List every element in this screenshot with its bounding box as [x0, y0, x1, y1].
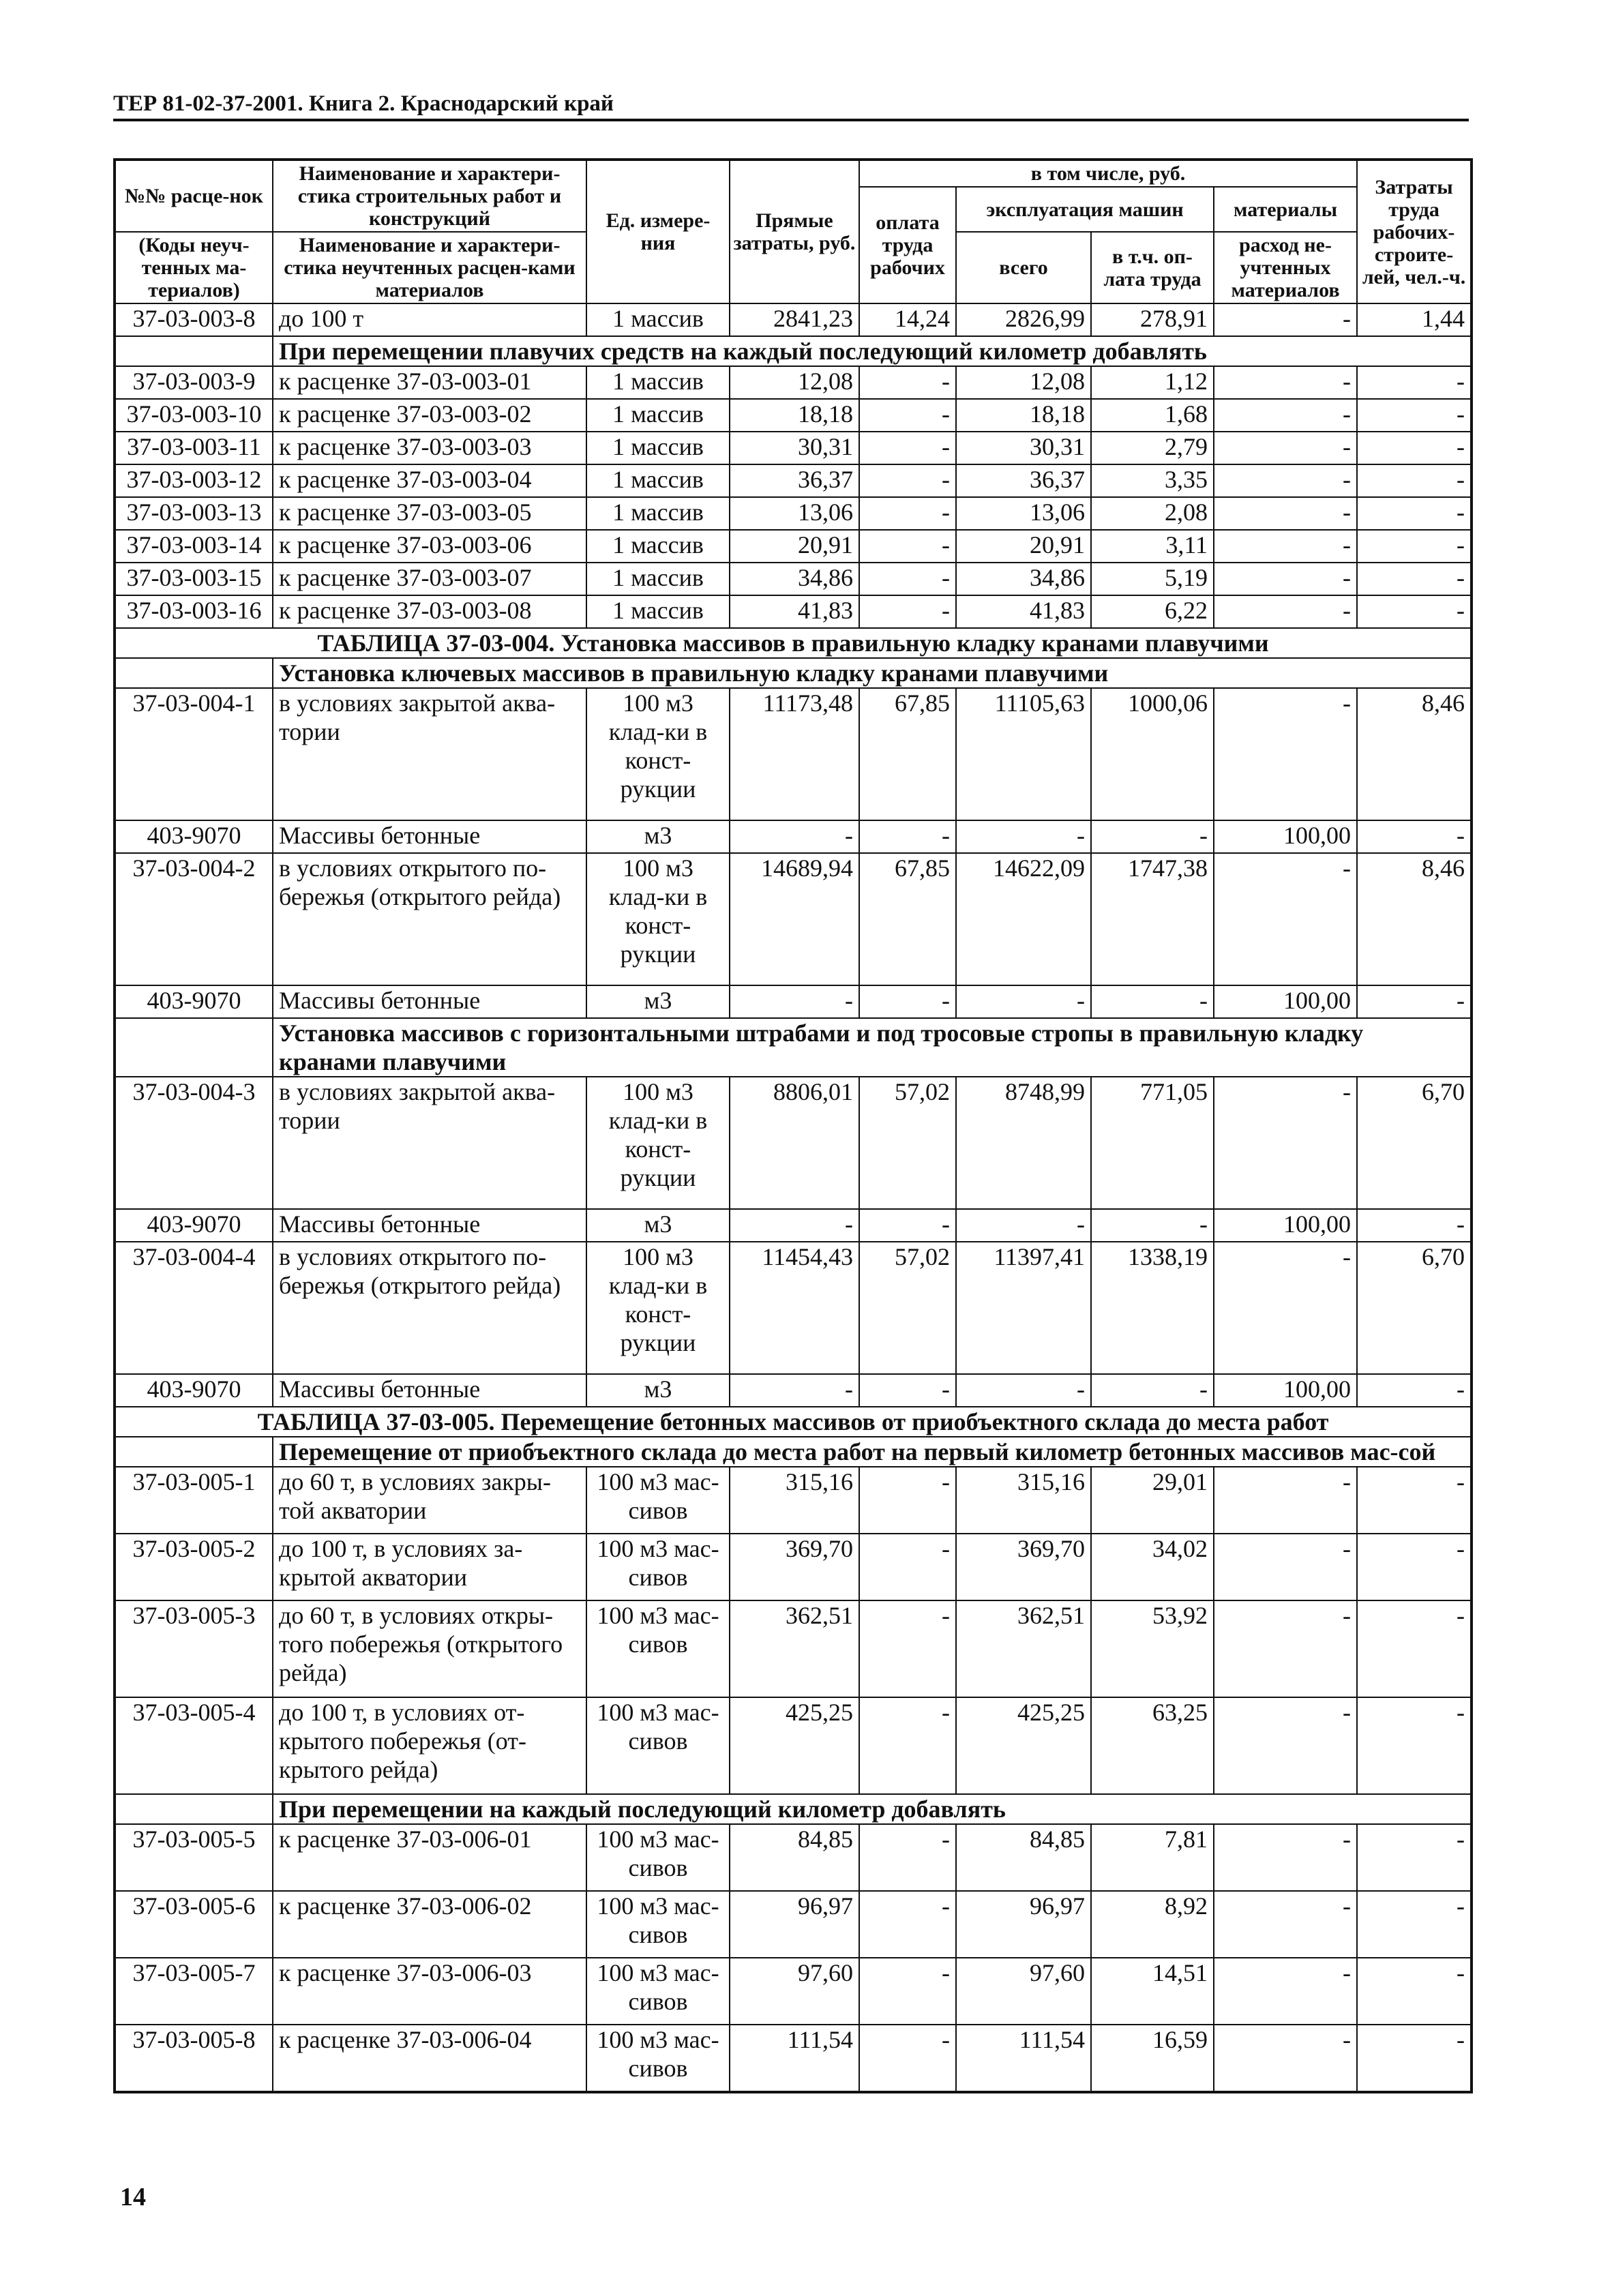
machines-total: 425,25 — [956, 1697, 1091, 1794]
direct-costs: 30,31 — [730, 432, 859, 464]
direct-costs: 362,51 — [730, 1600, 859, 1697]
machines-wages: 63,25 — [1091, 1697, 1214, 1794]
table-row — [115, 1077, 1472, 1209]
labor-costs: - — [1357, 432, 1472, 464]
labor-costs: - — [1357, 497, 1472, 530]
table-header — [115, 160, 1472, 303]
header-code-bottom: (Коды неуч-тенных ма-териалов) — [115, 232, 273, 303]
machines-total: 97,60 — [956, 1958, 1091, 2025]
work-name: к расценке 37-03-006-03 — [273, 1958, 586, 2025]
labor-costs: 6,70 — [1357, 1242, 1472, 1374]
machines-wages: 1,12 — [1091, 366, 1214, 399]
materials: 100,00 — [1214, 820, 1357, 853]
table-row — [115, 2025, 1472, 2092]
direct-costs: 425,25 — [730, 1697, 859, 1794]
direct-costs: - — [730, 1209, 859, 1242]
direct-costs: 41,83 — [730, 595, 859, 628]
wages: - — [859, 820, 956, 853]
machines-total: 11105,63 — [956, 688, 1091, 820]
table-title-row — [115, 1407, 1472, 1437]
unit: м3 — [586, 820, 730, 853]
machines-total: 84,85 — [956, 1824, 1091, 1891]
section-heading: При перемещении плавучих средств на каждый последующий километр добавлять — [273, 336, 1472, 366]
section-spacer — [115, 1018, 273, 1077]
table-row — [115, 853, 1472, 985]
materials: - — [1214, 1534, 1357, 1600]
section-spacer — [115, 336, 273, 366]
work-name: до 100 т, в условиях за-крытой акватории — [273, 1534, 586, 1600]
unit: 1 массив — [586, 399, 730, 432]
table-title-005: ТАБЛИЦА 37-03-005. Перемещение бетонных массивов от приобъектного склада до места работ — [115, 1407, 1472, 1437]
table-row — [115, 530, 1472, 563]
rates-table — [113, 158, 1473, 2093]
table-row — [115, 1600, 1472, 1697]
rate-code: 37-03-003-16 — [115, 595, 273, 628]
work-name: в условиях закрытой аква-тории — [273, 688, 586, 820]
work-name: к расценке 37-03-003-05 — [273, 497, 586, 530]
table-row — [115, 432, 1472, 464]
materials: - — [1214, 464, 1357, 497]
running-header: ТЕР 81-02-37-2001. Книга 2. Краснодарский край — [113, 91, 614, 116]
rate-code: 37-03-003-14 — [115, 530, 273, 563]
header-unit: Ед. измере-ния — [586, 160, 730, 303]
machines-wages: 14,51 — [1091, 1958, 1214, 2025]
header-materials: материалы — [1214, 187, 1357, 232]
work-name: к расценке 37-03-006-01 — [273, 1824, 586, 1891]
unit: 100 м3 мас-сивов — [586, 1467, 730, 1534]
machines-total: 12,08 — [956, 366, 1091, 399]
rate-code: 37-03-005-4 — [115, 1697, 273, 1794]
machines-wages: 6,22 — [1091, 595, 1214, 628]
material-code: 403-9070 — [115, 985, 273, 1018]
unit: м3 — [586, 985, 730, 1018]
direct-costs: - — [730, 985, 859, 1018]
work-name: к расценке 37-03-003-07 — [273, 563, 586, 595]
wages: - — [859, 1958, 956, 2025]
section-heading: Установка массивов с горизонтальными штрабами и под тросовые стропы в правильную кладку кранами плавучими — [273, 1018, 1472, 1077]
rate-code: 37-03-005-6 — [115, 1891, 273, 1958]
machines-total: 14622,09 — [956, 853, 1091, 985]
table-row — [115, 1891, 1472, 1958]
materials: 100,00 — [1214, 985, 1357, 1018]
materials: - — [1214, 303, 1357, 336]
page-number: 14 — [120, 2183, 146, 2211]
labor-costs: - — [1357, 2025, 1472, 2092]
header-code-top: №№ расце-нок — [115, 160, 273, 232]
labor-costs: 1,44 — [1357, 303, 1472, 336]
wages: - — [859, 399, 956, 432]
materials: - — [1214, 2025, 1357, 2092]
wages: - — [859, 530, 956, 563]
materials: - — [1214, 1958, 1357, 2025]
section-spacer — [115, 1794, 273, 1824]
work-name: к расценке 37-03-003-02 — [273, 399, 586, 432]
direct-costs: 36,37 — [730, 464, 859, 497]
labor-costs: - — [1357, 1600, 1472, 1697]
machines-total: - — [956, 985, 1091, 1018]
wages: - — [859, 432, 956, 464]
work-name: до 100 т, в условиях от-крытого побережья (от-крытого рейда) — [273, 1697, 586, 1794]
wages: - — [859, 497, 956, 530]
work-name: к расценке 37-03-003-04 — [273, 464, 586, 497]
wages: - — [859, 1534, 956, 1600]
header-rule — [113, 119, 1469, 121]
machines-wages: - — [1091, 1374, 1214, 1407]
section-heading: Перемещение от приобъектного склада до места работ на первый километр бетонных массивов мас-сой — [273, 1437, 1472, 1467]
direct-costs: 11173,48 — [730, 688, 859, 820]
section-heading-row — [115, 1437, 1472, 1467]
rate-code: 37-03-003-8 — [115, 303, 273, 336]
wages: 14,24 — [859, 303, 956, 336]
table-row — [115, 1697, 1472, 1794]
machines-wages: 278,91 — [1091, 303, 1214, 336]
labor-costs: - — [1357, 366, 1472, 399]
direct-costs: 34,86 — [730, 563, 859, 595]
header-materials-unaccounted: расход не-учтенных материалов — [1214, 232, 1357, 303]
labor-costs: - — [1357, 399, 1472, 432]
machines-total: 11397,41 — [956, 1242, 1091, 1374]
direct-costs: 11454,43 — [730, 1242, 859, 1374]
labor-costs: 8,46 — [1357, 853, 1472, 985]
wages: - — [859, 366, 956, 399]
machines-wages: 53,92 — [1091, 1600, 1214, 1697]
machines-total: 20,91 — [956, 530, 1091, 563]
rate-code: 37-03-003-13 — [115, 497, 273, 530]
rate-code: 37-03-005-8 — [115, 2025, 273, 2092]
table-row — [115, 1242, 1472, 1374]
materials: - — [1214, 366, 1357, 399]
direct-costs: 84,85 — [730, 1824, 859, 1891]
labor-costs: - — [1357, 1209, 1472, 1242]
rate-code: 37-03-004-2 — [115, 853, 273, 985]
section-heading-row — [115, 658, 1472, 688]
table-title-004: ТАБЛИЦА 37-03-004. Установка массивов в правильную кладку кранами плавучими — [115, 628, 1472, 658]
machines-wages: 3,35 — [1091, 464, 1214, 497]
labor-costs: - — [1357, 595, 1472, 628]
work-name: до 100 т — [273, 303, 586, 336]
header-labor-costs: Затраты труда рабочих-строите-лей, чел.-ч. — [1357, 160, 1472, 303]
wages: 67,85 — [859, 853, 956, 985]
direct-costs: 12,08 — [730, 366, 859, 399]
machines-wages: 1000,06 — [1091, 688, 1214, 820]
machines-wages: 7,81 — [1091, 1824, 1214, 1891]
wages: - — [859, 1209, 956, 1242]
unit: 1 массив — [586, 366, 730, 399]
section-heading-row — [115, 336, 1472, 366]
machines-wages: 5,19 — [1091, 563, 1214, 595]
unit: м3 — [586, 1209, 730, 1242]
unit: м3 — [586, 1374, 730, 1407]
unit: 100 м3 мас-сивов — [586, 1824, 730, 1891]
rate-code: 37-03-003-15 — [115, 563, 273, 595]
material-name: Массивы бетонные — [273, 1209, 586, 1242]
labor-costs: - — [1357, 464, 1472, 497]
direct-costs: 18,18 — [730, 399, 859, 432]
materials: - — [1214, 688, 1357, 820]
table-row — [115, 688, 1472, 820]
labor-costs: - — [1357, 563, 1472, 595]
unit: 1 массив — [586, 595, 730, 628]
work-name: к расценке 37-03-003-01 — [273, 366, 586, 399]
header-machines: эксплуатация машин — [956, 187, 1214, 232]
machines-wages: 1338,19 — [1091, 1242, 1214, 1374]
work-name: к расценке 37-03-006-02 — [273, 1891, 586, 1958]
materials: - — [1214, 1600, 1357, 1697]
machines-wages: - — [1091, 820, 1214, 853]
section-heading-row — [115, 1018, 1472, 1077]
work-name: в условиях закрытой аква-тории — [273, 1077, 586, 1209]
materials: - — [1214, 1467, 1357, 1534]
materials: - — [1214, 563, 1357, 595]
unit: 100 м3 мас-сивов — [586, 1891, 730, 1958]
section-spacer — [115, 658, 273, 688]
wages: - — [859, 1697, 956, 1794]
table-row — [115, 399, 1472, 432]
rate-code: 37-03-004-1 — [115, 688, 273, 820]
wages: 67,85 — [859, 688, 956, 820]
wages: 57,02 — [859, 1077, 956, 1209]
labor-costs: - — [1357, 1697, 1472, 1794]
direct-costs: 315,16 — [730, 1467, 859, 1534]
wages: - — [859, 2025, 956, 2092]
wages: - — [859, 985, 956, 1018]
labor-costs: - — [1357, 1534, 1472, 1600]
machines-total: 30,31 — [956, 432, 1091, 464]
machines-total: 13,06 — [956, 497, 1091, 530]
direct-costs: 14689,94 — [730, 853, 859, 985]
machines-total: 362,51 — [956, 1600, 1091, 1697]
work-name: к расценке 37-03-003-08 — [273, 595, 586, 628]
materials: 100,00 — [1214, 1209, 1357, 1242]
material-row — [115, 1209, 1472, 1242]
work-name: в условиях открытого по-бережья (открытого рейда) — [273, 1242, 586, 1374]
material-code: 403-9070 — [115, 820, 273, 853]
machines-total: - — [956, 820, 1091, 853]
machines-wages: - — [1091, 985, 1214, 1018]
unit: 100 м3 клад-ки в конст-рукции — [586, 1242, 730, 1374]
wages: - — [859, 1374, 956, 1407]
work-name: в условиях открытого по-бережья (открытого рейда) — [273, 853, 586, 985]
machines-wages: 16,59 — [1091, 2025, 1214, 2092]
rate-code: 37-03-003-11 — [115, 432, 273, 464]
rate-code: 37-03-005-2 — [115, 1534, 273, 1600]
labor-costs: - — [1357, 1958, 1472, 2025]
work-name: к расценке 37-03-006-04 — [273, 2025, 586, 2092]
wages: 57,02 — [859, 1242, 956, 1374]
labor-costs: - — [1357, 1374, 1472, 1407]
rates-table-wrapper — [113, 158, 1470, 2093]
machines-total: 34,86 — [956, 563, 1091, 595]
wages: - — [859, 1467, 956, 1534]
direct-costs: 111,54 — [730, 2025, 859, 2092]
unit: 1 массив — [586, 530, 730, 563]
labor-costs: - — [1357, 820, 1472, 853]
labor-costs: - — [1357, 1467, 1472, 1534]
material-row — [115, 1374, 1472, 1407]
wages: - — [859, 1824, 956, 1891]
machines-wages: - — [1091, 1209, 1214, 1242]
materials: - — [1214, 595, 1357, 628]
unit: 100 м3 клад-ки в конст-рукции — [586, 688, 730, 820]
unit: 100 м3 мас-сивов — [586, 1600, 730, 1697]
rate-code: 37-03-003-9 — [115, 366, 273, 399]
table-row — [115, 497, 1472, 530]
machines-total: 36,37 — [956, 464, 1091, 497]
machines-wages: 34,02 — [1091, 1534, 1214, 1600]
materials: 100,00 — [1214, 1374, 1357, 1407]
header-machines-total: всего — [956, 232, 1091, 303]
header-name-top: Наименование и характери-стика строительных работ и конструкций — [273, 160, 586, 232]
unit: 1 массив — [586, 497, 730, 530]
materials: - — [1214, 1077, 1357, 1209]
rate-code: 37-03-003-12 — [115, 464, 273, 497]
header-wages: оплата труда рабочих — [859, 187, 956, 303]
rate-code: 37-03-005-3 — [115, 1600, 273, 1697]
materials: - — [1214, 530, 1357, 563]
labor-costs: - — [1357, 1824, 1472, 1891]
rate-code: 37-03-004-3 — [115, 1077, 273, 1209]
table-row — [115, 366, 1472, 399]
table-row — [115, 1824, 1472, 1891]
machines-total: 111,54 — [956, 2025, 1091, 2092]
unit: 1 массив — [586, 432, 730, 464]
machines-total: 369,70 — [956, 1534, 1091, 1600]
direct-costs: 20,91 — [730, 530, 859, 563]
section-heading: Установка ключевых массивов в правильную кладку кранами плавучими — [273, 658, 1472, 688]
table-row — [115, 563, 1472, 595]
labor-costs: - — [1357, 1891, 1472, 1958]
materials: - — [1214, 1697, 1357, 1794]
work-name: к расценке 37-03-003-06 — [273, 530, 586, 563]
unit: 100 м3 мас-сивов — [586, 1534, 730, 1600]
direct-costs: - — [730, 820, 859, 853]
material-code: 403-9070 — [115, 1209, 273, 1242]
materials: - — [1214, 1891, 1357, 1958]
table-title-row — [115, 628, 1472, 658]
header-machines-wages: в т.ч. оп-лата труда — [1091, 232, 1214, 303]
direct-costs: 13,06 — [730, 497, 859, 530]
machines-wages: 1747,38 — [1091, 853, 1214, 985]
machines-total: 2826,99 — [956, 303, 1091, 336]
materials: - — [1214, 497, 1357, 530]
machines-wages: 1,68 — [1091, 399, 1214, 432]
wages: - — [859, 1600, 956, 1697]
unit: 1 массив — [586, 563, 730, 595]
materials: - — [1214, 399, 1357, 432]
header-direct-costs: Прямые затраты, руб. — [730, 160, 859, 303]
unit: 1 массив — [586, 464, 730, 497]
section-heading: При перемещении на каждый последующий километр добавлять — [273, 1794, 1472, 1824]
machines-wages: 3,11 — [1091, 530, 1214, 563]
wages: - — [859, 563, 956, 595]
direct-costs: 369,70 — [730, 1534, 859, 1600]
machines-total: 18,18 — [956, 399, 1091, 432]
rate-code: 37-03-005-7 — [115, 1958, 273, 2025]
material-name: Массивы бетонные — [273, 985, 586, 1018]
materials: - — [1214, 853, 1357, 985]
rate-code: 37-03-005-5 — [115, 1824, 273, 1891]
material-row — [115, 985, 1472, 1018]
direct-costs: 2841,23 — [730, 303, 859, 336]
unit: 100 м3 мас-сивов — [586, 2025, 730, 2092]
unit: 100 м3 мас-сивов — [586, 1958, 730, 2025]
direct-costs: 97,60 — [730, 1958, 859, 2025]
rate-code: 37-03-004-4 — [115, 1242, 273, 1374]
section-heading-row — [115, 1794, 1472, 1824]
rate-code: 37-03-003-10 — [115, 399, 273, 432]
direct-costs: 8806,01 — [730, 1077, 859, 1209]
direct-costs: - — [730, 1374, 859, 1407]
material-name: Массивы бетонные — [273, 1374, 586, 1407]
material-code: 403-9070 — [115, 1374, 273, 1407]
machines-wages: 2,08 — [1091, 497, 1214, 530]
header-name-bottom: Наименование и характери-стика неучтенных расцен-ками материалов — [273, 232, 586, 303]
header-including: в том числе, руб. — [859, 160, 1357, 187]
material-name: Массивы бетонные — [273, 820, 586, 853]
unit: 100 м3 клад-ки в конст-рукции — [586, 853, 730, 985]
materials: - — [1214, 1242, 1357, 1374]
material-row — [115, 820, 1472, 853]
materials: - — [1214, 1824, 1357, 1891]
table-row — [115, 1467, 1472, 1534]
machines-total: 8748,99 — [956, 1077, 1091, 1209]
wages: - — [859, 595, 956, 628]
labor-costs: 8,46 — [1357, 688, 1472, 820]
materials: - — [1214, 432, 1357, 464]
labor-costs: 6,70 — [1357, 1077, 1472, 1209]
table-row — [115, 464, 1472, 497]
labor-costs: - — [1357, 530, 1472, 563]
machines-total: 96,97 — [956, 1891, 1091, 1958]
machines-total: 315,16 — [956, 1467, 1091, 1534]
machines-total: - — [956, 1209, 1091, 1242]
machines-wages: 8,92 — [1091, 1891, 1214, 1958]
machines-wages: 2,79 — [1091, 432, 1214, 464]
unit: 100 м3 мас-сивов — [586, 1697, 730, 1794]
machines-total: 41,83 — [956, 595, 1091, 628]
unit: 1 массив — [586, 303, 730, 336]
section-spacer — [115, 1437, 273, 1467]
table-row — [115, 303, 1472, 336]
table-row — [115, 595, 1472, 628]
machines-wages: 771,05 — [1091, 1077, 1214, 1209]
machines-total: - — [956, 1374, 1091, 1407]
labor-costs: - — [1357, 985, 1472, 1018]
rate-code: 37-03-005-1 — [115, 1467, 273, 1534]
work-name: до 60 т, в условиях откры-того побережья (открытого рейда) — [273, 1600, 586, 1697]
unit: 100 м3 клад-ки в конст-рукции — [586, 1077, 730, 1209]
wages: - — [859, 1891, 956, 1958]
work-name: к расценке 37-03-003-03 — [273, 432, 586, 464]
machines-wages: 29,01 — [1091, 1467, 1214, 1534]
table-row — [115, 1958, 1472, 2025]
table-row — [115, 1534, 1472, 1600]
wages: - — [859, 464, 956, 497]
direct-costs: 96,97 — [730, 1891, 859, 1958]
work-name: до 60 т, в условиях закры-той акватории — [273, 1467, 586, 1534]
